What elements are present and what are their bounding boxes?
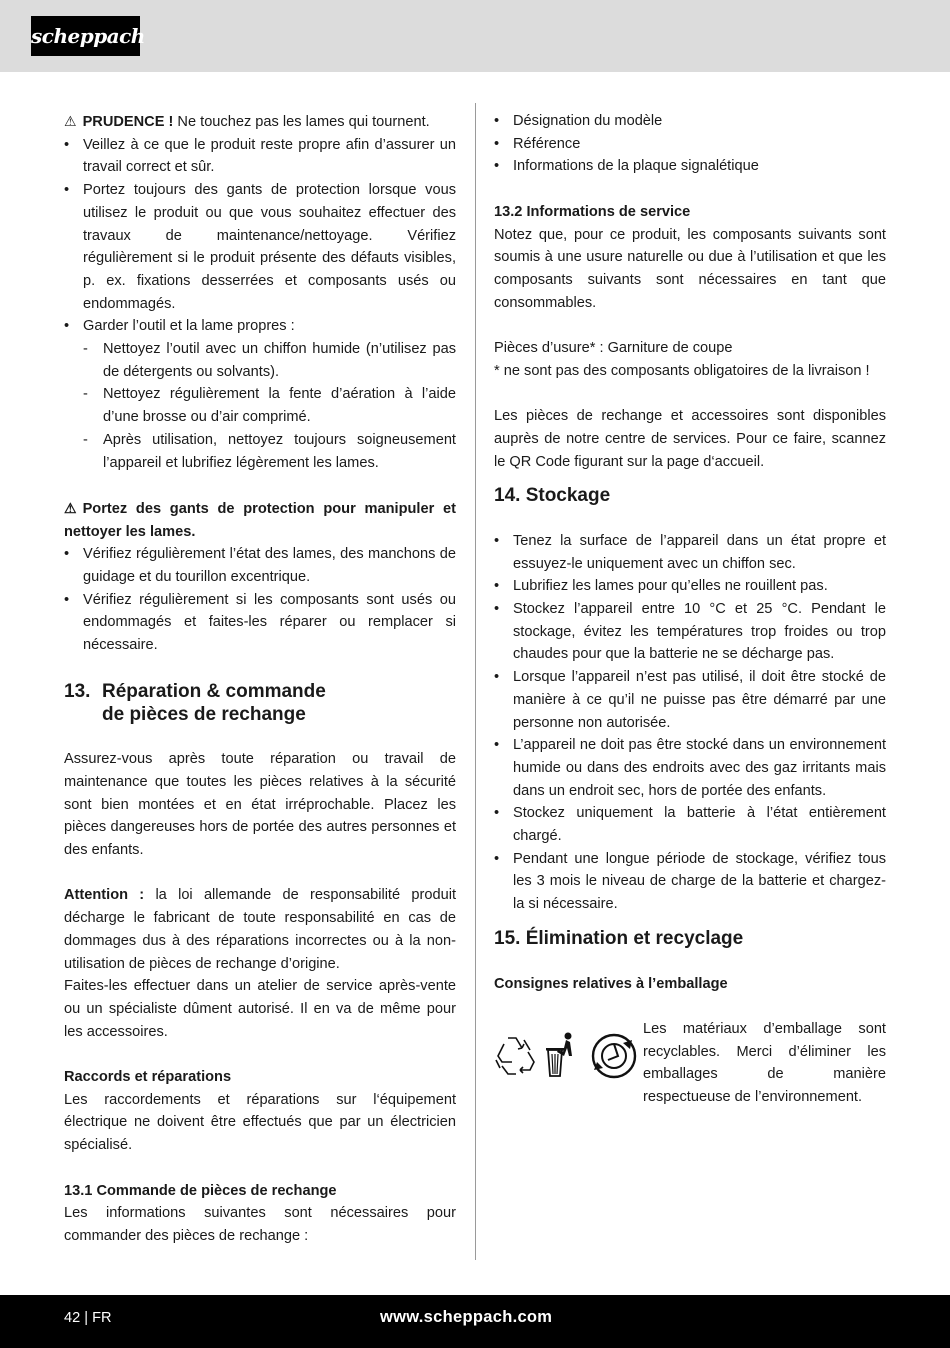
page-header <box>0 0 950 72</box>
list-item: • Désignation du modèle <box>494 113 663 129</box>
section-13-2-title: 13.2 Informations de service <box>494 203 691 220</box>
list-item: • L’appareil ne doit pas être stocké dans un environnement humide ou dans des endroits avec des gaz irritants mais dans un endroit sec, hors de portée des enfants. <box>494 737 886 799</box>
sub-list-item: - Nettoyez l’outil avec un chiffon humide (n’utilisez pas de détergents ou solvants). <box>83 341 456 380</box>
section-13-paragraph: Assurez-vous après toute réparation ou travail de maintenance que toutes les pièces relatives à la sécurité sont bien montées et en état irréprochable. Placez les pièces dangereuses hors de portée des autres personnes et des enfants. <box>64 751 456 859</box>
packaging-text: Les matériaux d’emballage sont recyclables. Merci d’éliminer les emballages de manière respectueuse de l’environnement. <box>643 1020 886 1106</box>
section-15-heading: 15. Élimination et recyclage <box>494 927 744 949</box>
page-number: 42 | FR <box>64 1310 112 1326</box>
list-item: • Veillez à ce que le produit reste propre afin d’assurer un travail correct et sûr. <box>64 136 456 176</box>
right-column <box>494 110 886 1110</box>
recycling-icons <box>494 1030 640 1082</box>
website-url: www.scheppach.com <box>380 1308 553 1326</box>
warning-triangle-icon: ⚠ <box>64 499 77 516</box>
column-divider <box>475 103 476 1260</box>
list-item: • Vérifiez régulièrement l’état des lames, des manchons de guidage et du tourillon excentrique. <box>64 546 456 586</box>
section-13-1-text: Les informations suivantes sont nécessaires pour commander des pièces de rechange : <box>64 1205 456 1244</box>
attention-paragraph: Attention : la loi allemande de responsabilité produit décharge le fabricant de toute responsabilité en cas de dommages dus à des réparations incorrectes ou à la non-utilisation de pièces de rechange d’origine. <box>64 887 457 972</box>
wear-parts: Pièces d’usure* : Garniture de coupe <box>494 340 733 356</box>
section-13-2-text: Notez que, pour ce produit, les composants suivants sont soumis à une usure naturelle ou due à l’utilisation et que les composants suivants sont nécessaires en tant que consommables. <box>494 226 886 311</box>
section-14-heading: 14. Stockage <box>494 485 611 507</box>
list-item: • Référence <box>494 135 581 152</box>
list-item: • Informations de la plaque signalétique <box>494 158 759 175</box>
warning-triangle-icon: ⚠ <box>64 113 77 129</box>
recycle-arrows-icon <box>496 1038 534 1074</box>
trash-bin-icon <box>546 1032 572 1076</box>
list-item: • Lorsque l’appareil n’est pas utilisé, il doit être stocké de manière à ce qu’il ne puisse pas être démarré par une personne non autorisée. <box>494 669 886 731</box>
left-column <box>64 110 456 1248</box>
recycling-block <box>494 1018 886 1110</box>
page-footer <box>0 1295 950 1348</box>
spare-parts-text: Les pièces de rechange et accessoires sont disponibles auprès de notre centre de services. Pour ce faire, scannez le QR Code figurant sur la page d‘accueil. <box>494 408 886 470</box>
list-item: • Stockez l’appareil entre 10 °C et 25 °C. Pendant le stockage, évitez les températures trop froides ou trop chaudes pour que la batterie ne se décharge pas. <box>494 601 886 663</box>
recycle-circle-icon <box>593 1035 635 1077</box>
attention-paragraph-2: Faites-les effectuer dans un atelier de service après-vente ou un spécialiste dûment autorisé. Il en va de même pour les accessoires. <box>64 978 456 1040</box>
scheppach-logo: scheppach <box>31 16 140 56</box>
sub-list-item: - Nettoyez régulièrement la fente d’aération à l’aide d’une brosse ou d’air comprimé. <box>83 386 456 426</box>
gloves-warning: ⚠ Portez des gants de protection pour manipuler et nettoyer les lames. <box>64 497 456 543</box>
caution-text: Ne touchez pas les lames qui tournent. <box>173 114 430 130</box>
list-item: • Vérifiez régulièrement si les composants sont usés ou endommagés et faites-les réparer ou remplacer si nécessaire. <box>64 591 456 654</box>
caution-paragraph <box>64 110 456 134</box>
list-item: • Garder l’outil et la lame propres : <box>64 318 295 335</box>
list-item: • Lubrifiez les lames pour qu’elles ne rouillent pas. <box>494 578 828 595</box>
list-item: • Pendant une longue période de stockage, vérifiez tous les 3 mois le niveau de charge de la batterie et chargez-la si nécessaire. <box>494 850 886 913</box>
packaging-title: Consignes relatives à l’emballage <box>494 975 728 992</box>
raccords-text: Les raccordements et réparations sur l‘équipement électrique ne doivent être effectués que par un électricien spécialisé. <box>64 1091 456 1154</box>
caution-label: PRUDENCE ! <box>82 114 174 130</box>
section-13-1-title: 13.1 Commande de pièces de rechange <box>64 1182 337 1199</box>
sub-list-item: - Après utilisation, nettoyez toujours soigneusement l’appareil et lubrifiez légèrement les lames. <box>83 431 456 471</box>
list-item: • Tenez la surface de l’appareil dans un état propre et essuyez-le uniquement avec un chiffon sec. <box>494 532 886 572</box>
wear-note: * ne sont pas des composants obligatoires de la livraison ! <box>494 362 870 379</box>
list-item: • Stockez uniquement la batterie à l’état entièrement chargé. <box>494 805 886 845</box>
section-13-heading: 13. Réparation & commande de pièces de rechange <box>64 680 326 725</box>
list-item: • Portez toujours des gants de protection lorsque vous utilisez le produit ou que vous souhaitez effectuer des travaux de maintenance/nettoyage. Vérifiez régulièrement si le produit présente des défauts visibles, p. ex. fixations desserrées et composants usés ou endommagés. <box>64 182 456 312</box>
raccords-title: Raccords et réparations <box>64 1069 232 1086</box>
